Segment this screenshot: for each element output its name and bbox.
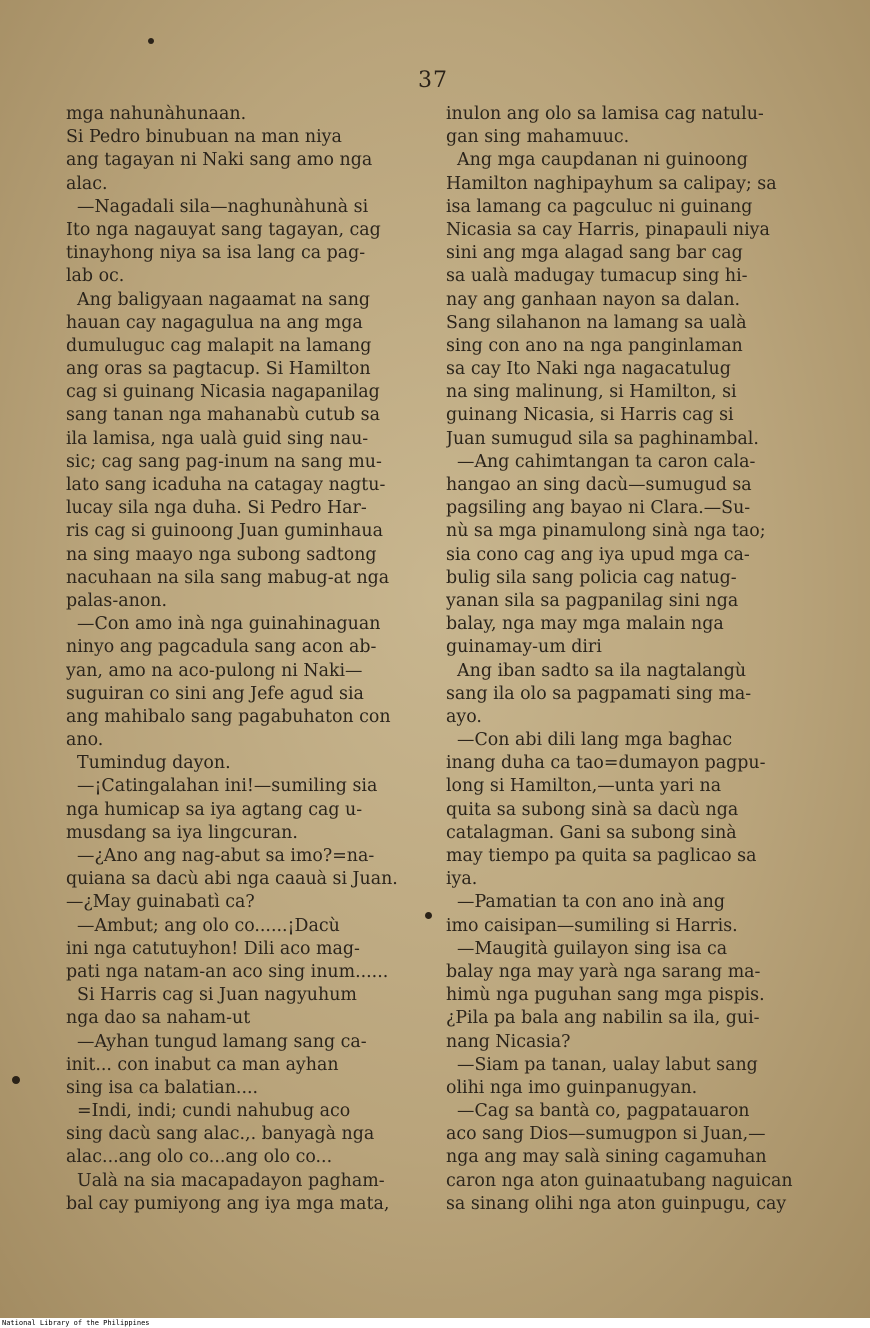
text-line: na sing malinung, si Hamilton, si	[446, 382, 737, 403]
text-line: Nicasia sa cay Harris, pinapauli niya	[446, 219, 770, 240]
text-line: guinang Nicasia, si Harris cag si	[446, 405, 734, 426]
text-line: dumuluguc cag malapit na lamang	[66, 335, 372, 356]
text-line: inulon ang olo sa lamisa cag natulu-	[446, 104, 764, 124]
text-line: bal cay pumiyong ang iya mga mata,	[66, 1193, 390, 1214]
text-line: bulig sila sang policia cag natug-	[446, 567, 737, 588]
text-line: yan, amo na aco-pulong ni Naki—	[66, 660, 363, 681]
text-line: aco sang Dios—sumugpon si Juan,—	[446, 1124, 766, 1145]
ink-spot	[148, 38, 154, 44]
text-line: suguiran co sini ang Jefe agud sia	[66, 683, 364, 704]
text-line: ini nga catutuyhon! Dili aco mag-	[66, 938, 360, 959]
text-line: tinayhong niya sa isa lang ca pag-	[66, 243, 366, 264]
text-line: himù nga puguhan sang mga pispis.	[446, 985, 765, 1006]
text-line: —Ayhan tungud lamang sang ca-	[66, 1031, 367, 1052]
page-number: 37	[418, 68, 448, 93]
text-line: —¿Ano ang nag-abut sa imo?=na-	[66, 846, 375, 866]
text-line: —Siam pa tanan, ualay labut sang	[446, 1054, 758, 1075]
text-line: nga dao sa naham-ut	[66, 1008, 251, 1029]
text-line: inang duha ca tao=dumayon pagpu-	[446, 753, 766, 774]
text-line: —¿May guinabatì ca?	[66, 892, 255, 913]
text-line: pagsiling ang bayao ni Clara.—Su-	[446, 498, 751, 519]
text-line: Sang silahanon na lamang sa ualà	[446, 312, 747, 333]
text-line: Juan sumugud sila sa paghinambal.	[446, 428, 759, 449]
text-line: balay nga may yarà nga sarang ma-	[446, 961, 761, 982]
text-line: balay, nga may mga malain nga	[446, 614, 724, 635]
text-line: —Ang cahimtangan ta caron cala-	[446, 451, 756, 472]
text-line: —Maugità guilayon sing isa ca	[446, 938, 728, 959]
text-line: alac.	[66, 173, 108, 194]
text-line: nang Nicasia?	[446, 1031, 571, 1052]
text-line: quita sa subong sinà sa dacù nga	[446, 799, 739, 820]
ink-spot	[12, 1076, 20, 1084]
text-line: Hamilton naghipayhum sa calipay; sa	[446, 173, 777, 194]
text-line: —Pamatian ta con ano inà ang	[446, 892, 725, 913]
text-line: sang ila olo sa pagpamati sing ma-	[446, 683, 752, 704]
text-line: Si Harris cag si Juan nagyuhum	[66, 985, 357, 1006]
text-line: sa sinang olihi nga aton guinpugu, cay	[446, 1193, 787, 1214]
text-line: caron nga aton guinaatubang naguican	[446, 1170, 793, 1191]
text-line: init... con inabut ca man ayhan	[66, 1054, 339, 1075]
text-line: ano.	[66, 730, 104, 751]
text-line: catalagman. Gani sa subong sinà	[446, 822, 737, 843]
text-line: nacuhaan na sila sang mabug-at nga	[66, 567, 390, 588]
text-line: Ang baligyaan nagaamat na sang	[66, 289, 371, 310]
text-line: yanan sila sa pagpanilag sini nga	[446, 590, 739, 611]
text-line: pati nga natam-an aco sing inum......	[66, 961, 389, 982]
text-line: ila lamisa, nga ualà guid sing nau-	[66, 428, 369, 449]
text-line: —Ambut; ang olo co......¡Dacù	[66, 915, 340, 936]
text-line: sa cay Ito Naki nga nagacatulug	[446, 359, 731, 380]
text-line: Tumindug dayon.	[66, 753, 231, 774]
text-line: ¿Pila pa bala ang nabilin sa ila, gui-	[446, 1008, 760, 1029]
library-credit: National Library of the Philippines	[2, 1319, 150, 1327]
text-line: sang tanan nga mahanabù cutub sa	[66, 405, 380, 426]
text-line: ninyo ang pagcadula sang acon ab-	[66, 637, 377, 658]
text-line: lab oc.	[66, 266, 125, 287]
text-line: lato sang icaduha na catagay nagtu-	[66, 475, 386, 495]
text-line: ang tagayan ni Naki sang amo nga	[66, 150, 373, 171]
text-line: palas-anon.	[66, 590, 167, 611]
text-line: isa lamang ca pagculuc ni guinang	[446, 196, 753, 217]
text-line: Ang iban sadto sa ila nagtalangù	[446, 660, 747, 681]
text-line: Ualà na sia macapadayon pagham-	[66, 1170, 385, 1191]
text-line: hauan cay nagagulua na ang mga	[66, 312, 363, 333]
text-line: alac...ang olo co...ang olo co...	[66, 1147, 333, 1168]
text-line: ang mahibalo sang pagabuhaton con	[66, 706, 391, 727]
text-line: cag si guinang Nicasia nagapanilag	[66, 382, 380, 403]
text-line: —Nagadali sila—naghunàhunà si	[66, 196, 369, 217]
text-line: hangao an sing dacù—sumugud sa	[446, 475, 752, 495]
text-line: olihi nga imo guinpanugyan.	[446, 1077, 698, 1098]
text-line: —¡Catingalahan ini!—sumiling sia	[66, 776, 378, 797]
text-line: ang oras sa pagtacup. Si Hamilton	[66, 359, 371, 380]
text-line: Ang mga caupdanan ni guinoong	[446, 150, 748, 171]
right-text-column	[446, 103, 838, 1216]
text-line: nù sa mga pinamulong sinà nga tao;	[446, 521, 766, 542]
text-line: sic; cag sang pag-inum na sang mu-	[66, 451, 382, 472]
left-text-column	[66, 103, 432, 1216]
text-line: sini ang mga alagad sang bar cag	[446, 243, 743, 264]
text-line: —Con abi dili lang mga baghac	[446, 730, 733, 751]
text-line: gan sing mahamuuc.	[446, 127, 630, 148]
text-line: sing dacù sang alac.,. banyagà nga	[66, 1124, 375, 1145]
text-line: long si Hamilton,—unta yari na	[446, 776, 722, 797]
text-line: lucay sila nga duha. Si Pedro Har-	[66, 498, 367, 519]
text-line: iya.	[446, 869, 478, 890]
text-line: sing con ano na nga panginlaman	[446, 335, 743, 356]
text-line: ris cag si guinoong Juan guminhaua	[66, 521, 383, 542]
text-line: sia cono cag ang iya upud mga ca-	[446, 544, 750, 565]
text-line: —Con amo inà nga guinahinaguan	[66, 614, 381, 635]
text-line: nga humicap sa iya agtang cag u-	[66, 799, 363, 820]
text-line: nga ang may salà sining cagamuhan	[446, 1147, 767, 1168]
text-line: —Cag sa bantà co, pagpatauaron	[446, 1101, 750, 1122]
text-line: may tiempo pa quita sa paglicao sa	[446, 846, 757, 866]
text-line: na sing maayo nga subong sadtong	[66, 544, 377, 565]
text-line: imo caisipan—sumiling si Harris.	[446, 915, 738, 936]
text-line: =Indi, indi; cundi nahubug aco	[66, 1101, 351, 1122]
text-line: musdang sa iya lingcuran.	[66, 822, 298, 843]
text-line: Ito nga nagauyat sang tagayan, cag	[66, 219, 381, 240]
text-line: sing isa ca balatian....	[66, 1077, 259, 1098]
text-line: Si Pedro binubuan na man niya	[66, 127, 342, 148]
text-line: guinamay-um diri	[446, 637, 602, 658]
text-line: quiana sa dacù abi nga caauà si Juan.	[66, 869, 398, 890]
text-line: ayo.	[446, 706, 482, 727]
text-line: sa ualà madugay tumacup sing hi-	[446, 266, 748, 287]
text-line: mga nahunàhunaan.	[66, 104, 247, 124]
text-line: nay ang ganhaan nayon sa dalan.	[446, 289, 741, 310]
